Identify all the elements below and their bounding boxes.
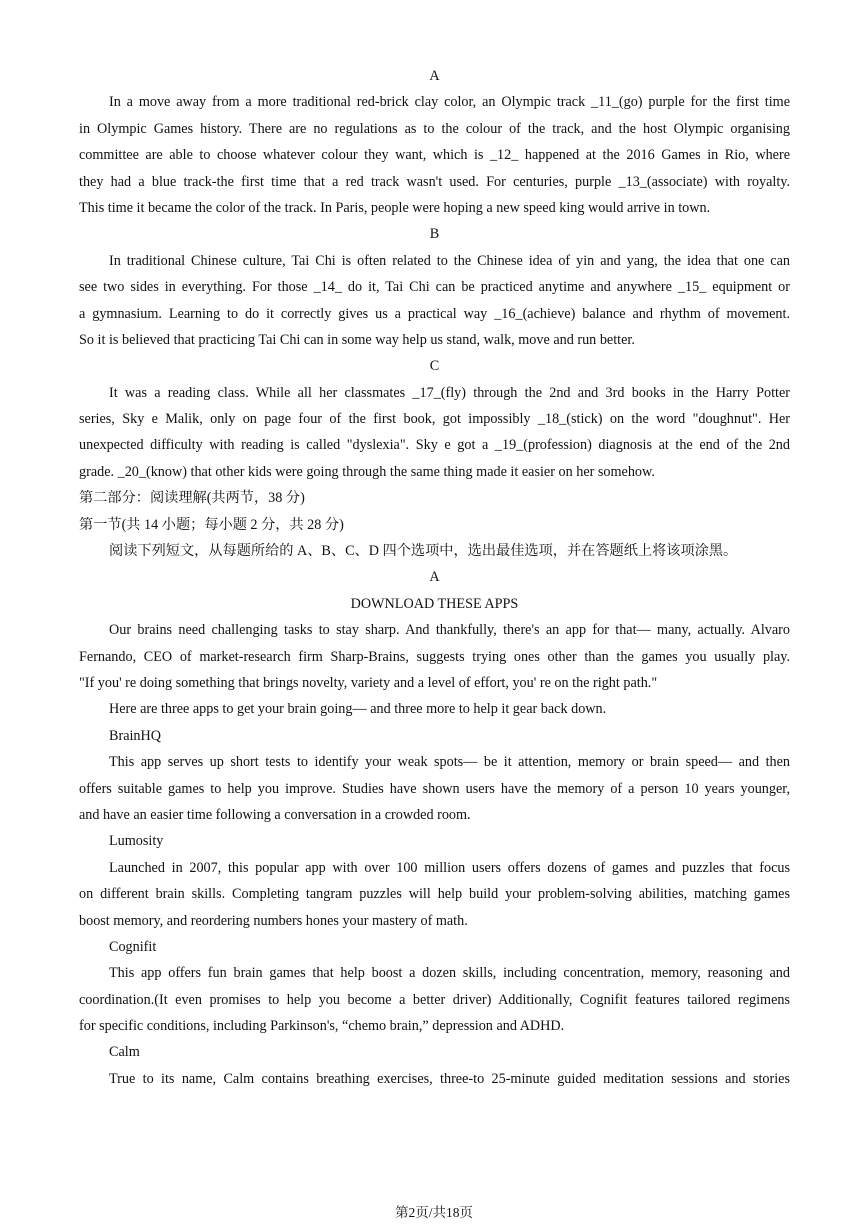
passage-c-line: unexpected difficulty with reading is called "dyslexia". Sky e got a _19_(profession) diagnosis at the end of the 2nd bbox=[79, 437, 790, 454]
reading-a-intro-line: Our brains need challenging tasks to stay sharp. And thankfully, there's an app for that— many, actually. Alvaro bbox=[109, 622, 790, 639]
app-name-cognifit: Cognifit bbox=[109, 938, 157, 955]
passage-b-heading: B bbox=[429, 226, 440, 243]
passage-a-line: they had a blue track-the first time that a red track wasn't used. For centuries, purple _13_(associate) with royalty. bbox=[79, 173, 790, 190]
section-instruction: 阅读下列短文，从每题所给的 A、B、C、D 四个选项中，选出最佳选项，并在答题纸上将该项涂黑。 bbox=[109, 543, 738, 560]
app-desc-line: offers suitable games to help you improve. Studies have shown users have the memory of a person 10 years younger, bbox=[79, 780, 790, 797]
app-name-lumosity: Lumosity bbox=[109, 833, 164, 850]
passage-a-line: In a move away from a more traditional red-brick clay color, an Olympic track _11_(go) purple for the first time bbox=[109, 94, 790, 111]
passage-a-line: committee are able to choose whatever colour they want, which is _12_ happened at the 2016 Games in Rio, where bbox=[79, 147, 790, 164]
app-desc-line: boost memory, and reordering numbers hones your mastery of math. bbox=[79, 912, 468, 929]
passage-b-line: So it is believed that practicing Tai Chi can in some way help us stand, walk, move and run better. bbox=[79, 331, 635, 348]
app-name-calm: Calm bbox=[109, 1044, 140, 1061]
passage-b-line: see two sides in everything. For those _14_ do it, Tai Chi can be practiced anytime and anywhere _15_ equipment or bbox=[79, 279, 790, 296]
section-subsection-title: 第一节(共 14 小题；每小题 2 分，共 28 分) bbox=[79, 516, 344, 533]
passage-c-line: grade. _20_(know) that other kids were going through the same thing made it easier on her somehow. bbox=[79, 463, 655, 480]
passage-a-heading: A bbox=[429, 68, 440, 84]
app-desc-line: on different brain skills. Completing tangram puzzles will help build your problem-solving abilities, matching games bbox=[79, 886, 790, 903]
passage-c-line: It was a reading class. While all her classmates _17_(fly) through the 2nd and 3rd books in the Harry Potter bbox=[109, 384, 790, 401]
app-desc-line: This app serves up short tests to identify your weak spots— be it attention, memory or brain speed— and then bbox=[109, 754, 790, 771]
app-desc-line: Launched in 2007, this popular app with over 100 million users offers dozens of games and puzzles that focus bbox=[109, 859, 790, 876]
app-desc-line: for specific conditions, including Parkinson's, “chemo brain,” depression and ADHD. bbox=[79, 1018, 565, 1035]
page-number-footer: 第2页/共18页 bbox=[394, 1205, 473, 1220]
passage-a-line: This time it became the color of the track. In Paris, people were hoping a new speed king would arrive in town. bbox=[79, 199, 711, 216]
section-part-title: 第二部分：阅读理解(共两节，38 分) bbox=[79, 490, 305, 507]
passage-c-line: series, Sky e Malik, only on page four of the first book, got impossibly _18_(stick) on the word "doughnut". Her bbox=[79, 411, 790, 428]
app-desc-line: True to its name, Calm contains breathing exercises, three-to 25-minute guided meditation sessions and stories bbox=[109, 1070, 790, 1087]
reading-a-intro-line: "If you' re doing something that brings novelty, variety and a level of effort, you' re on the right path." bbox=[79, 674, 658, 691]
reading-a-heading: A bbox=[429, 569, 440, 586]
passage-a-line: in Olympic Games history. There are no regulations as to the colour of the track, and the host Olympic organising bbox=[79, 120, 790, 137]
reading-a-intro2: Here are three apps to get your brain going— and three more to help it gear back down. bbox=[109, 701, 607, 718]
reading-a-intro-line: Fernando, CEO of market-research firm Sharp-Brains, suggests trying ones other than the games you usually play. bbox=[79, 648, 790, 665]
page-content bbox=[79, 63, 790, 1092]
passage-b-line: a gymnasium. Learning to do it correctly gives us a practical way _16_(achieve) balance and rhythm of movement. bbox=[79, 305, 790, 322]
app-desc-line: and have an easier time following a conversation in a crowded room. bbox=[79, 806, 471, 823]
app-name-brainhq: BrainHQ bbox=[109, 727, 162, 744]
passage-b-line: In traditional Chinese culture, Tai Chi is often related to the Chinese idea of yin and yang, the idea that one can bbox=[109, 252, 790, 269]
passage-c-heading: C bbox=[429, 358, 440, 375]
app-desc-line: coordination.(It even promises to help you become a better driver) Additionally, Cognifit features tailored regimens bbox=[79, 991, 790, 1008]
app-desc-line: This app offers fun brain games that help boost a dozen skills, including concentration, memory, reasoning and bbox=[109, 965, 790, 982]
reading-a-title: DOWNLOAD THESE APPS bbox=[350, 595, 519, 612]
